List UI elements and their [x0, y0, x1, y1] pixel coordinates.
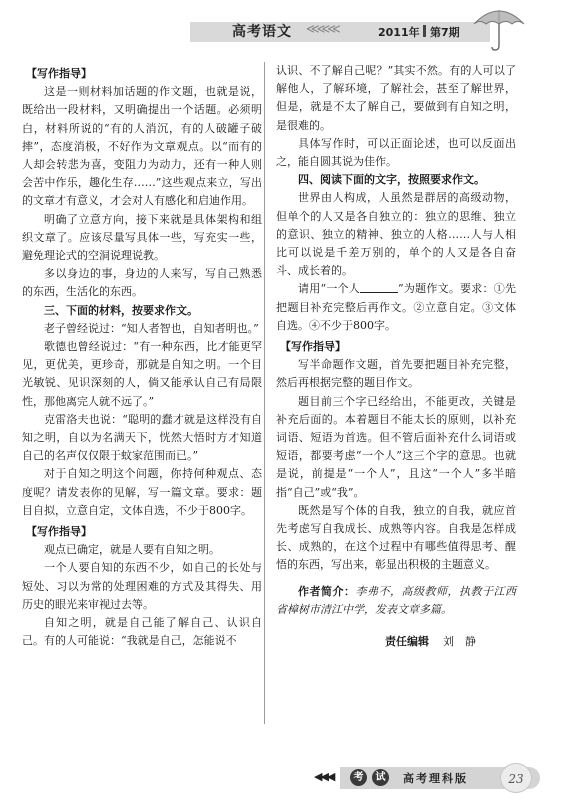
- page-header: [0, 0, 581, 52]
- issue-year: 2011年: [378, 26, 420, 39]
- paragraph: 写半命题作文题，首先要把题目补充完整，然后再根据完整的题目作文。: [276, 358, 516, 390]
- arrow-left-icon: ◀◀◀: [314, 770, 334, 783]
- paragraph: 多以身边的事，身边的人来写，写自己熟悉的东西，生活化的东西。: [22, 267, 262, 299]
- editor-credit: [276, 633, 516, 651]
- paragraph: 自知之明，就是自己能了解自己、认识自己。有的人可能说：“我就是自己，怎能说不: [22, 616, 262, 648]
- left-column: [22, 62, 262, 651]
- column-divider: [264, 62, 265, 724]
- editor-name: 刘 静: [443, 635, 476, 649]
- right-column: [276, 62, 516, 651]
- edition-label: 高考理科版: [403, 772, 468, 785]
- exam-badge-shi: 试: [372, 769, 389, 786]
- prompt-text-end: ”为题作文。要求：①先把题目补充完整后再作文。②立意自定。③文体自选。④不少于800字。: [276, 282, 516, 332]
- page-number: 23: [500, 763, 532, 793]
- paragraph: 这是一则材料加话题的作文题，也就是说，既给出一段材料，又明确提出一个话题。必须明白，材料所说的“有的人消沉，有的人破罐子破摔”，态度消极，不好作为文章观点。以“而有的人却会转悲为喜，变阻力为动力，还有一种人则会苦中作乐，趣化生存……”这些观点来立，写出的文章才有意义，才会对人有感化和启迪作用。: [22, 85, 262, 208]
- paragraph: 明确了立意方向，接下来就是具体架构和组织文章了。应该尽量写具体一些，写充实一些，避免理论式的空洞说理说教。: [22, 212, 262, 263]
- editor-label: 责任编辑: [385, 635, 429, 649]
- paragraph: 对于自知之明这个问题，你持何种观点、态度呢？请发表你的见解，写一篇文章。要求：题目自拟，立意自定，文体自选，不少于800字。: [22, 467, 262, 517]
- section-heading: 三、下面的材料，按要求作文。: [44, 303, 198, 317]
- writing-guide-tag: 【写作指导】: [26, 525, 92, 539]
- paragraph: 一个人要自知的东西不少，如自己的长处与短处、习以为常的处理困难的方式及其得失、用历史的眼光来审视过去等。: [22, 561, 262, 611]
- paragraph: 观点已确定，就是人要有自知之明。: [44, 543, 220, 557]
- paragraph: 老子曾经说过：“知人者智也，自知者明也。”: [44, 321, 259, 335]
- paragraph: 歌德也曾经说过：“有一种东西，比才能更罕见，更优美，更珍奇，那就是自知之明。一个目光敏锐、见识深刻的人，倘又能承认自己有局限性，那他离完人就不远了。”: [22, 340, 262, 408]
- magazine-title: 高考语文: [232, 24, 292, 40]
- paragraph: 世界由人构成，人虽然是群居的高级动物，但单个的人又是各自独立的：独立的思维、独立的意识、独立的精神、独立的人格……人与人相比可以说是千差万别的，单个的人又是各自奋斗、成长着的。: [276, 191, 516, 278]
- author-text: 李弗不，高级教师，执教于江西省樟树市清江中学，发表文章多篇。: [276, 584, 516, 616]
- header-chevrons: ≪≪≪: [306, 22, 338, 37]
- prompt-text-start: 请用“一个人: [298, 282, 361, 296]
- paragraph: 既然是写个体的自我，独立的自我，就应首先考虑写自我成长、成熟等内容。自我是怎样成长、成熟的，在这个过程中有哪些值得思考、醒悟的东西，写出来，彰显出积极的主题意义。: [276, 503, 516, 572]
- paragraph: 题目前三个字已经给出，不能更改，关键是补充后面的。本着题目不能太长的原则，以补充词语、短语为首选。但不管后面补充什么词语或短语，都要考虑“一个人”这三个字的意思。也就是说，前提是“一个人”，且这“一个人”多半暗指“自己”或“我”。: [276, 394, 516, 499]
- paragraph: 认识、不了解自己呢？”其实不然。有的人可以了解他人，了解环境，了解社会，甚至了解世界，但是，就是不太了解自己，要做到有自知之明，是很难的。: [276, 64, 516, 132]
- page-footer: [0, 760, 581, 800]
- exam-badge-kao: 考: [350, 769, 367, 786]
- header-separator: [423, 25, 426, 37]
- umbrella-icon: [470, 4, 528, 52]
- author-bio: [276, 583, 516, 619]
- section-heading: 四、阅读下面的文字，按照要求作文。: [298, 173, 485, 187]
- writing-guide-tag: 【写作指导】: [26, 67, 92, 80]
- title-blank: [360, 281, 398, 293]
- writing-guide-tag: 【写作指导】: [280, 340, 346, 354]
- issue-number: 第7期: [430, 26, 460, 39]
- paragraph: 具体写作时，可以正面论述，也可以反面出之，能自圆其说为佳作。: [276, 136, 516, 169]
- author-label: 作者简介：: [298, 584, 356, 598]
- paragraph: 克雷洛夫也说：“聪明的蠢才就是这样没有自知之明，自以为名满天下，恍然大悟时方才知道自己的名声仅仅限于蚊家范围而已。”: [22, 412, 262, 463]
- prompt-paragraph: [276, 280, 516, 335]
